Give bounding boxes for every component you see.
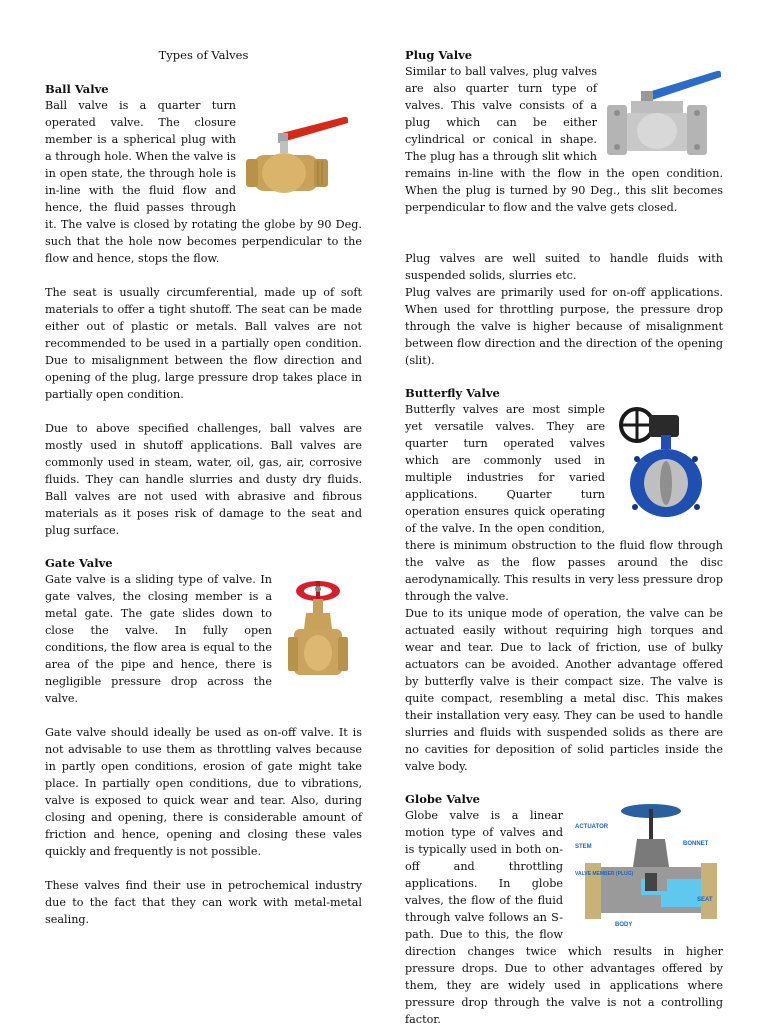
left-column — [45, 44, 362, 928]
ball-valve-image — [244, 103, 352, 201]
document-title: Types of Valves — [158, 48, 249, 62]
label-actuator: ACTUATOR — [575, 824, 609, 830]
globe-valve-paragraph-1: Globe valve is a linear motion type of valves and is typically used in both on-off and throttling applications. In globe valves, the flow of the fluid through valve follows an S-path. Due to this, the flow direction changes twice which results in higher pressure drops. Due to other advantages offered by them, they are widely used in applications where pressure drop through the valve is not a controlling factor. — [405, 809, 723, 1026]
plug-valve-paragraph-2: Plug valves are well suited to handle fluids with suspended solids, slurries etc. — [405, 252, 723, 282]
ball-valve-paragraph-1: Ball valve is a quarter turn operated valve. The closure member is a spherical plug with a through hole. When the valve is in open state, the through hole is in-line with the fluid flow and hence, the fluid passes through it. The valve is closed by rotating the globe by 90 Deg. such that the hole now becomes perpendicular to the flow and hence, stops the flow. — [45, 99, 362, 265]
plug-valve-paragraph-1: Similar to ball valves, plug valves are also quarter turn type of valves. This valve consists of a plug which can be either cylindrical or conical in shape. The plug has a through slit which remains in-line with the flow in the open condition. When the plug is turned by 90 Deg., this slit becomes perpendicular to flow and the valve gets closed. — [405, 65, 723, 214]
gate-valve-paragraph-2: Gate valve should ideally be used as on-off valve. It is not advisable to use them as throttling valves because in partly open conditions, erosion of gate might take place. In partially open conditions, due to vibrations, valve is exposed to quick wear and tear. Also, during closing and opening, there is considerable amount of friction and hence, opening and closing these vales quickly and frequently is not possible. — [45, 726, 362, 858]
ball-valve-paragraph-2: The seat is usually circumferential, made up of soft materials to offer a tight shutoff. The seat can be made either out of plastic or metals. Ball valves are not recommended to be used in a partially open condition. Due to misalignment between the flow direction and opening of the plug, large pressure drop takes place in partially open condition. — [45, 286, 362, 401]
butterfly-valve-paragraph-1: Butterfly valves are most simple yet versatile valves. They are quarter turn operated valves which are commonly used in multiple industries for varied applications. Quarter turn operation ensures quick operating of the valve. In the open condition, there is minimum obstruction to the fluid flow through the valve as the flow passes around the disc aerodynamically. This results in very less pressure drop through the valve. — [405, 403, 723, 603]
plug-valve-heading: Plug Valve — [405, 48, 473, 62]
label-stem: STEM — [575, 844, 592, 850]
butterfly-valve-heading: Butterfly Valve — [405, 386, 500, 400]
right-column — [405, 44, 723, 1028]
gate-valve-paragraph-3: These valves find their use in petrochemical industry due to the fact that they can work with metal-metal sealing. — [45, 879, 362, 926]
gate-valve-paragraph-1: Gate valve is a sliding type of valve. In gate valves, the closing member is a metal gate. The gate slides down to close the valve. In fully open conditions, the flow area is equal to the area of the pipe and hence, there is negligible pressure drop across the valve. — [45, 573, 272, 705]
gate-valve-image — [280, 577, 354, 685]
label-bonnet: BONNET — [683, 841, 709, 847]
butterfly-valve-image — [613, 403, 713, 521]
ball-valve-heading: Ball Valve — [45, 82, 109, 96]
butterfly-valve-paragraph-2: Due to its unique mode of operation, the valve can be actuated easily without requiring high torques and wear and tear. Due to lack of friction, use of bulky actuators can be avoided. Another advantage offered by butterfly valve is their compact size. The valve is quite compact, resembling a metal disc. This makes their installation very easy. They can be used to handle slurries and fluids with suspended solids as there are no cavities for deposition of solid particles inside the valve body. — [405, 607, 723, 773]
plug-valve-image — [605, 65, 723, 157]
gate-valve-heading: Gate Valve — [45, 556, 113, 570]
label-member: VALVE MEMBER (PLUG) — [575, 871, 634, 877]
globe-valve-diagram — [571, 795, 723, 933]
plug-valve-paragraph-3: Plug valves are primarily used for on-off applications. When used for throttling purpose, the pressure drop through the valve is higher because of misalignment between flow direction and the direction of the opening (slit). — [405, 286, 723, 367]
globe-valve-heading: Globe Valve — [405, 792, 480, 806]
ball-valve-paragraph-3: Due to above specified challenges, ball valves are mostly used in shutoff applications. Ball valves are commonly used in steam, water, oil, gas, air, corrosive fluids. They can handle slurries and dusty dry fluids. Ball valves are not used with abrasive and fibrous materials as it poses risk of damage to the seat and plug surface. — [45, 422, 362, 537]
label-seat: SEAT — [697, 897, 713, 903]
label-body: BODY — [615, 922, 633, 928]
